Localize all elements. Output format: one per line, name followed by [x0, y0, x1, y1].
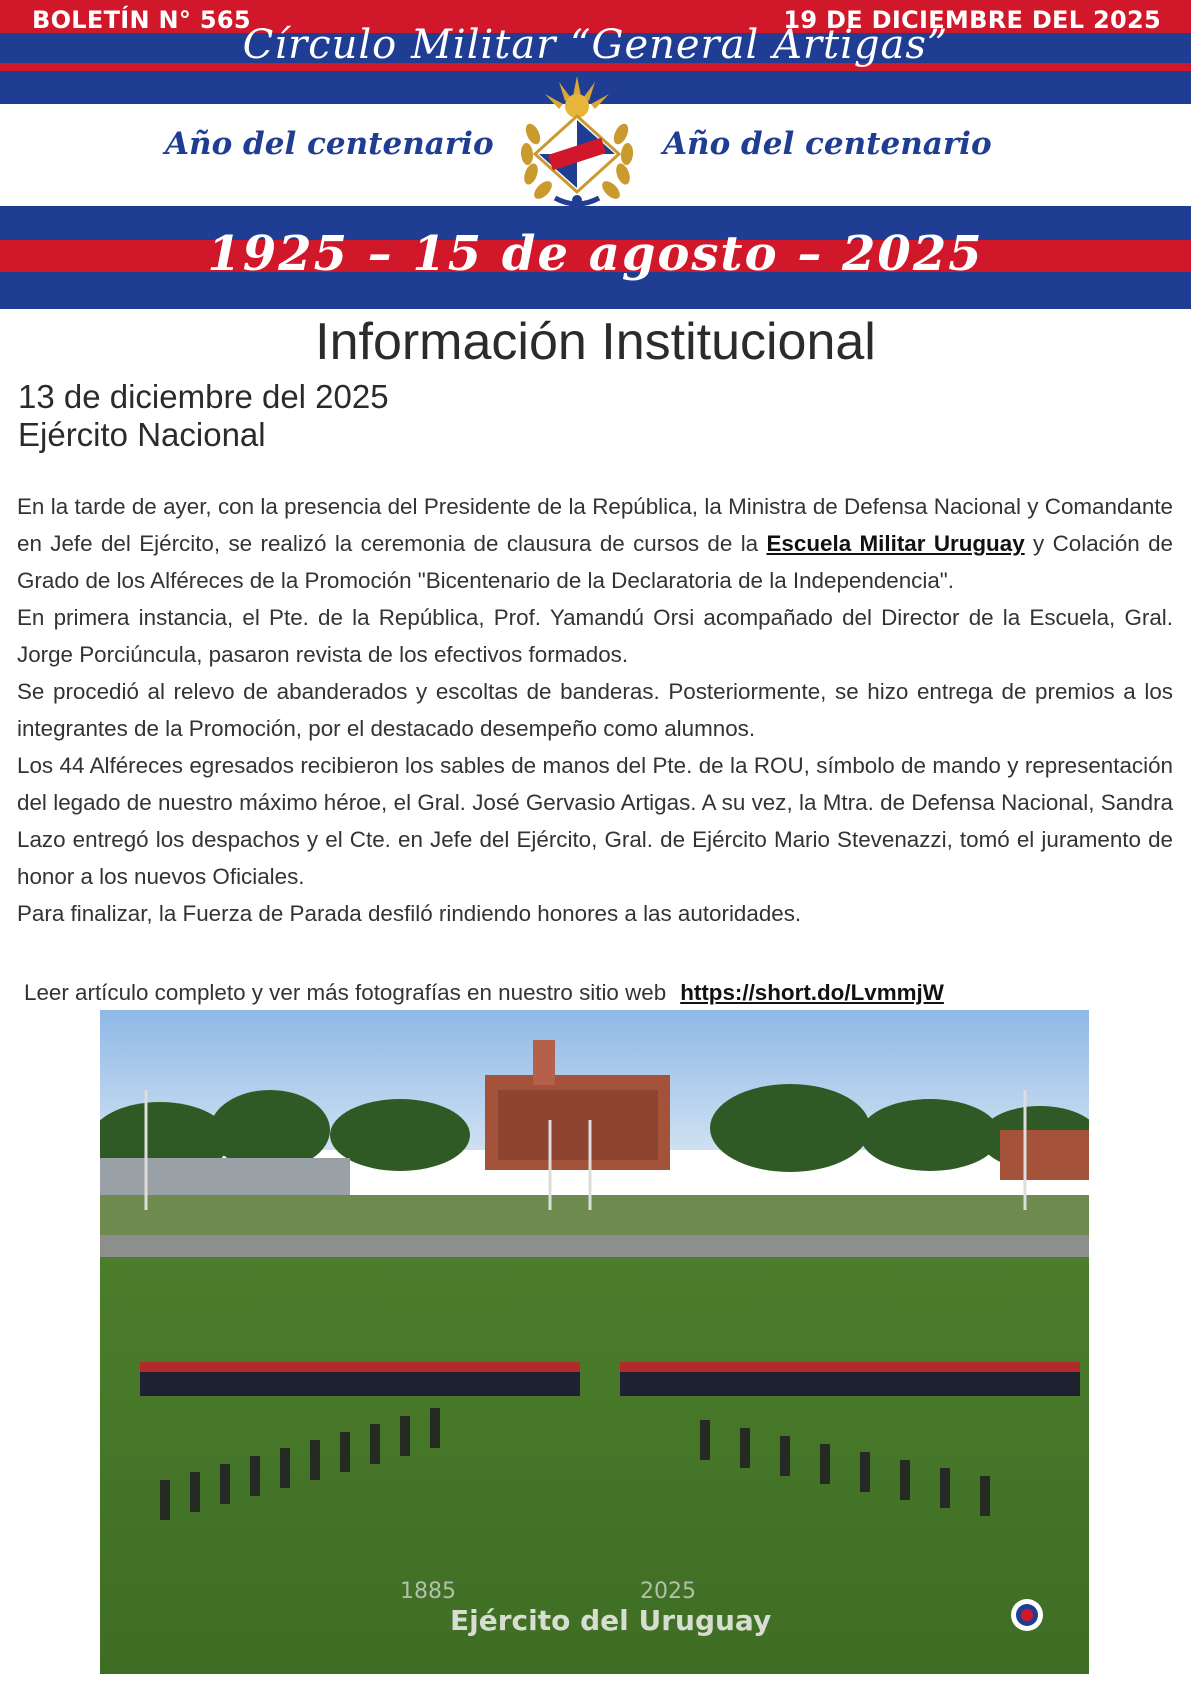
bulletin-number: BOLETÍN N° 565 — [32, 6, 251, 34]
article-paragraph: En la tarde de ayer, con la presencia del Presidente de la República, la Ministra de Defensa Nacional y Comandante en Jefe del Ejército, se realizó la ceremonia de clausura de cursos de la Escuela Militar Uruguay y Colación de Grado de los Alféreces de la Promoción "Bicentenario de la Declaratoria de la Independencia". — [17, 494, 1173, 593]
article-paragraph: Se procedió al relevo de abanderados y escoltas de banderas. Posteriormente, se hizo entrega de premios a los integrantes de la Promoción, por el destacado desempeño como alumnos. — [17, 679, 1173, 741]
bulletin-date: 19 DE DICIEMBRE DEL 2025 — [783, 6, 1161, 34]
read-more-text: Leer artículo completo y ver más fotografías en nuestro sitio web — [24, 980, 667, 1005]
article-paragraph: En primera instancia, el Pte. de la República, Prof. Yamandú Orsi acompañado del Director de la Escuela, Gral. Jorge Porciúncula, pasaron revista de los efectivos formados. — [17, 605, 1173, 667]
club-name: Círculo Militar “General Artigas” — [242, 22, 949, 68]
article-dateline — [18, 378, 389, 454]
section-title: Información Institucional — [315, 313, 876, 371]
read-more-line — [24, 980, 944, 1006]
article-paragraph: Para finalizar, la Fuerza de Parada desfiló rindiendo honores a las autoridades. — [17, 901, 802, 926]
year-motto-left: Año del centenario — [165, 126, 494, 162]
article-body — [17, 488, 1173, 932]
watermark-caption: Ejército del Uruguay — [450, 1604, 772, 1637]
escuela-militar-link[interactable]: Escuela Militar Uruguay — [766, 531, 1025, 556]
army-roundel-icon — [1011, 1599, 1043, 1631]
circulo-militar-emblem-icon — [515, 76, 639, 210]
year-motto-right: Año del centenario — [663, 126, 992, 162]
watermark-year-right: 2025 — [640, 1579, 696, 1604]
ceremony-photo — [100, 1010, 1089, 1674]
article-paragraph: Los 44 Alféreces egresados recibieron los sables de manos del Pte. de la ROU, símbolo de mando y representación del legado de nuestro máximo héroe, el Gral. José Gervasio Artigas. A su vez, la Mtra. de Defensa Nacional, Sandra Lazo entregó los despachos y el Cte. en Jefe del Ejército, Gral. de Ejército Mario Stevenazzi, tomó el juramento de honor a los nuevos Oficiales. — [17, 753, 1173, 889]
read-more-link[interactable]: https://short.do/LvmmjW — [680, 980, 944, 1005]
watermark-year-left: 1885 — [400, 1579, 456, 1604]
article-source: Ejército Nacional — [18, 416, 266, 453]
centenary-banner: 1925 – 15 de agosto – 2025 — [207, 226, 984, 282]
article-date: 13 de diciembre del 2025 — [18, 378, 389, 415]
